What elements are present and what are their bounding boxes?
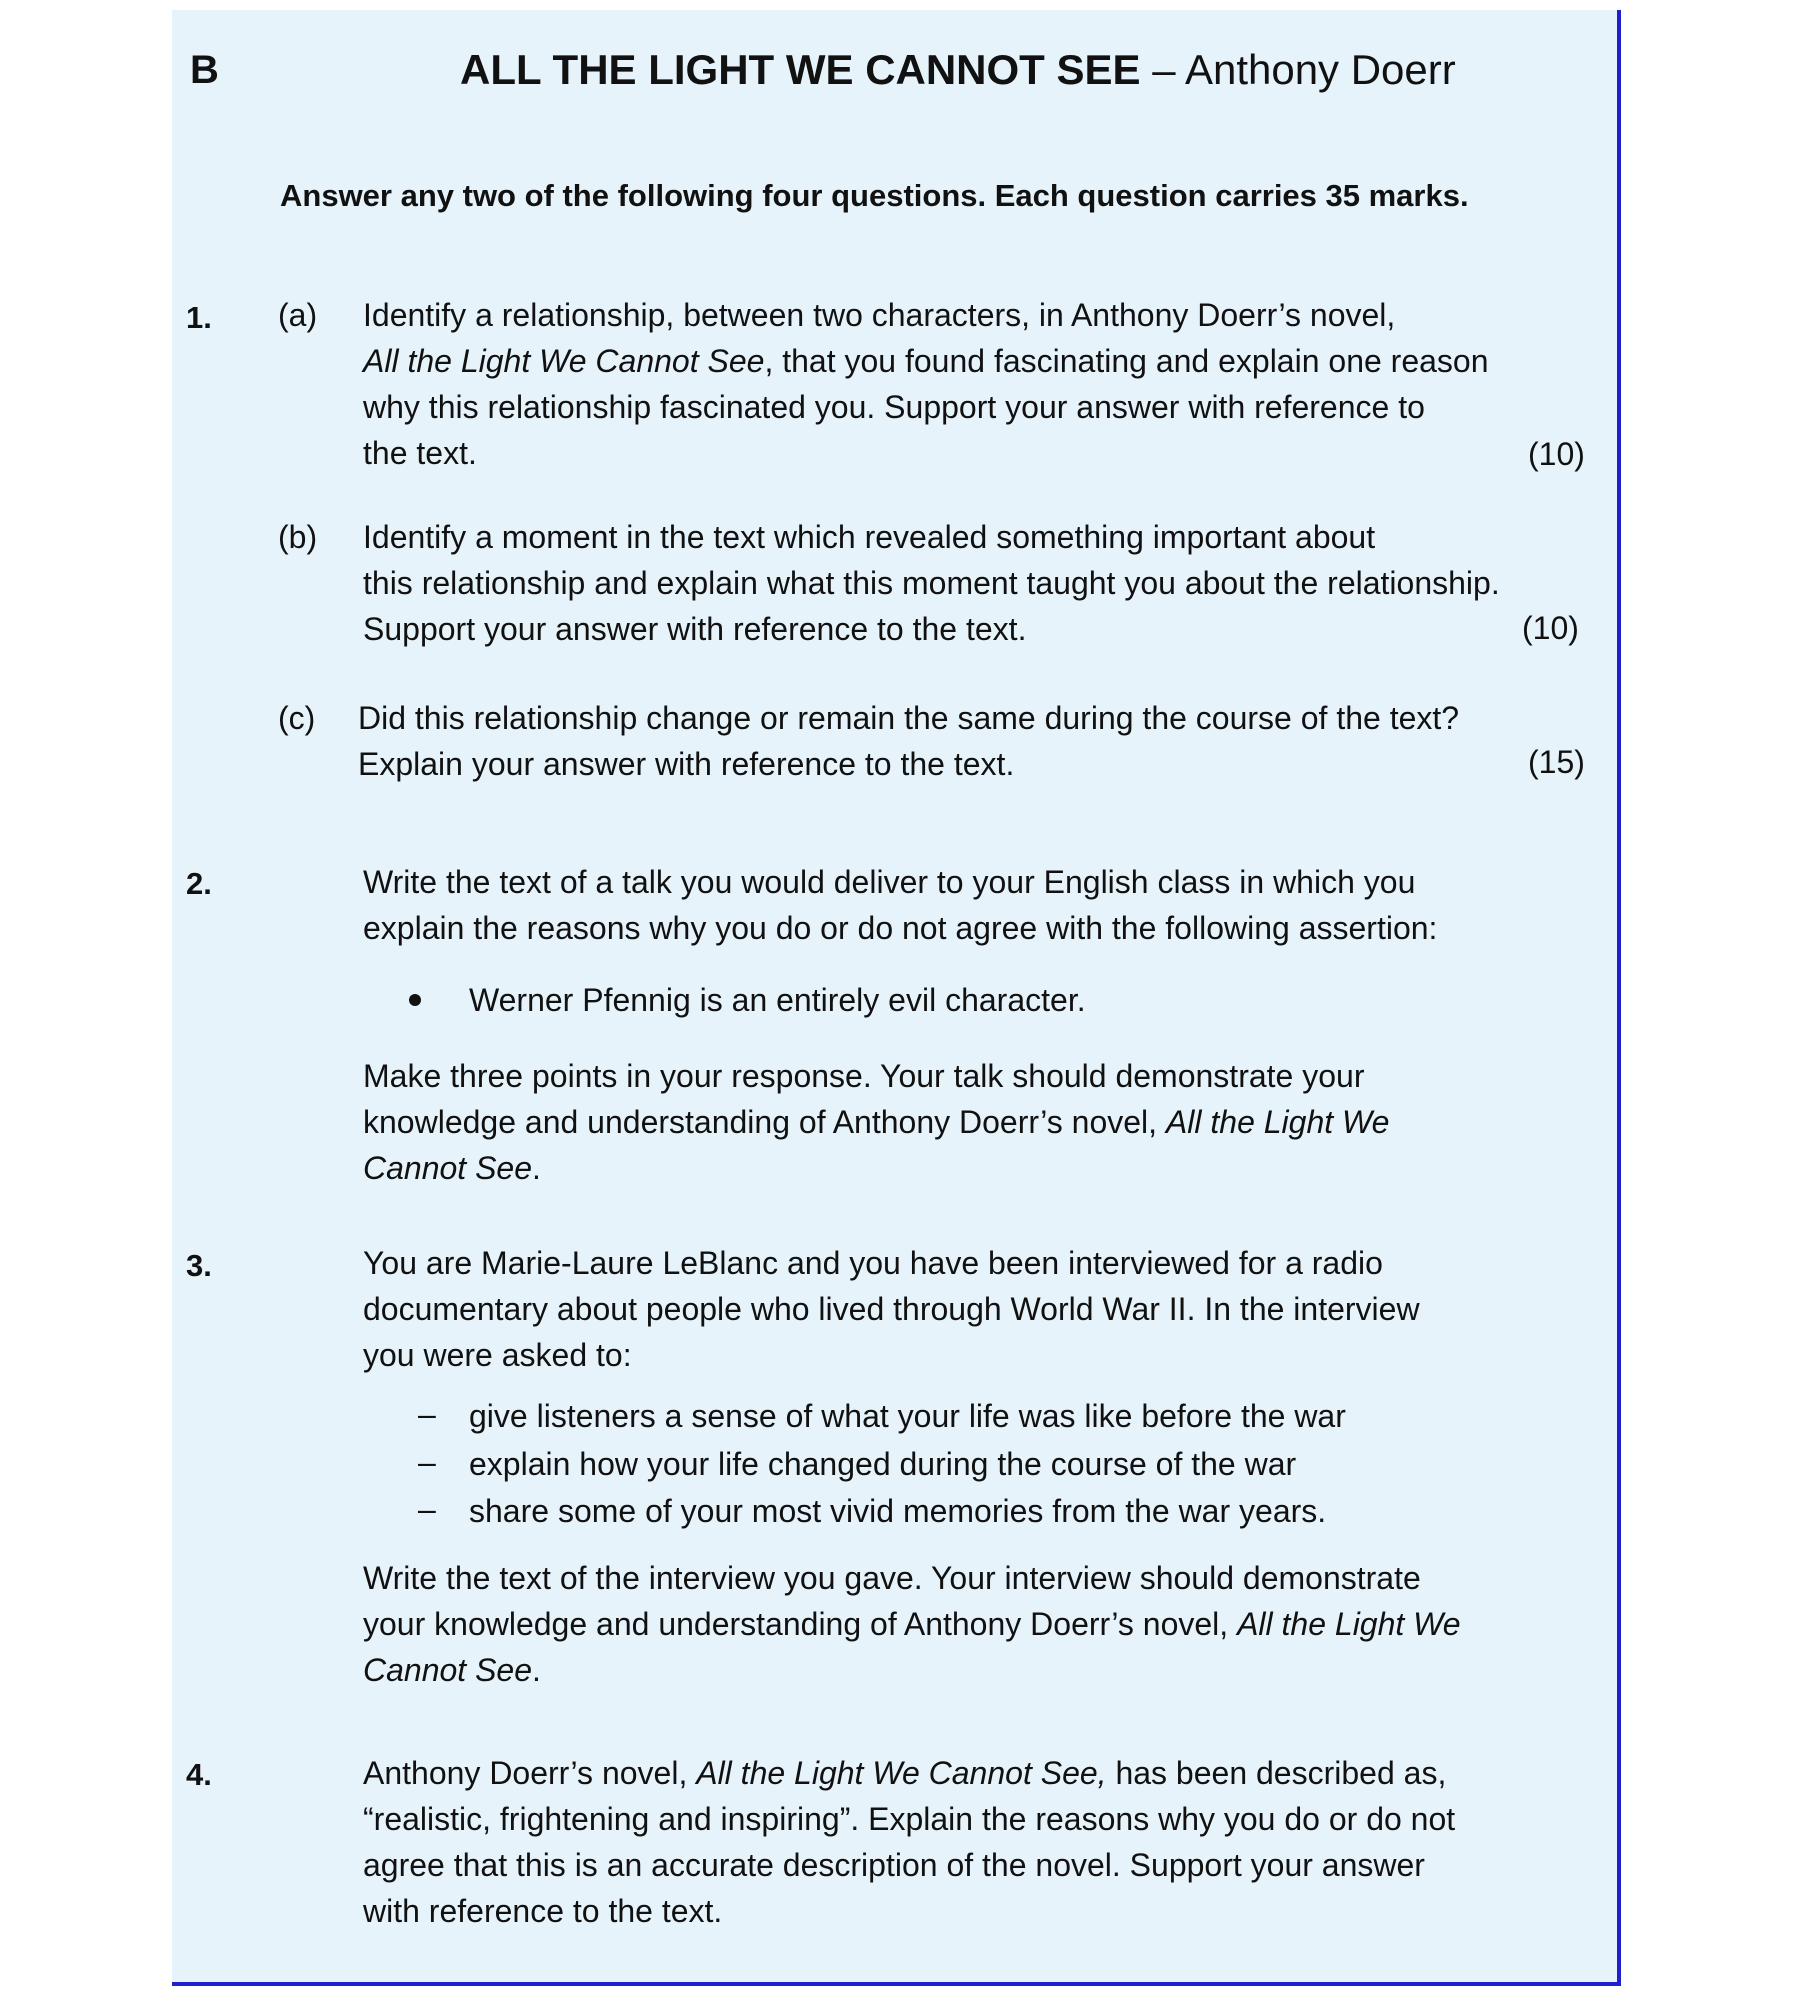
question-2-line: Cannot See. bbox=[363, 1150, 541, 1186]
question-1a-line: the text. bbox=[363, 435, 477, 471]
question-3-line: Cannot See. bbox=[363, 1652, 541, 1688]
question-2-bullet-text: Werner Pfennig is an entirely evil character. bbox=[469, 982, 1086, 1018]
question-2-line: Make three points in your response. Your talk should demonstrate your bbox=[363, 1058, 1365, 1094]
question-1b-line: Identify a moment in the text which revealed something important about bbox=[363, 519, 1376, 555]
question-3-line: You are Marie-Laure LeBlanc and you have been interviewed for a radio bbox=[363, 1245, 1383, 1281]
question-1a-line: All the Light We Cannot See, that you found fascinating and explain one reason bbox=[363, 343, 1489, 379]
question-3-line: you were asked to: bbox=[363, 1337, 632, 1373]
bullet-icon bbox=[409, 994, 421, 1006]
question-3-list-item: explain how your life changed during the course of the war bbox=[469, 1446, 1297, 1482]
question-1a-marks: (10) bbox=[1528, 436, 1585, 472]
question-1b-marks: (10) bbox=[1522, 610, 1579, 646]
question-2-line: Write the text of a talk you would deliver to your English class in which you bbox=[363, 864, 1416, 900]
question-1c-line: Did this relationship change or remain the same during the course of the text? bbox=[358, 700, 1460, 736]
question-3-list-item: give listeners a sense of what your life was like before the war bbox=[469, 1398, 1346, 1434]
question-4-line: agree that this is an accurate description of the novel. Support your answer bbox=[363, 1847, 1425, 1883]
question-3-list-item: share some of your most vivid memories from the war years. bbox=[469, 1493, 1327, 1529]
question-1c-label: (c) bbox=[278, 700, 316, 736]
novel-title: All the Light We bbox=[1165, 1104, 1390, 1140]
novel-title: Cannot See bbox=[363, 1150, 533, 1186]
title-bold: ALL THE LIGHT WE CANNOT SEE bbox=[460, 46, 1141, 93]
novel-title: All the Light We Cannot See bbox=[363, 343, 765, 379]
question-1b-line: this relationship and explain what this moment taught you about the relationship. bbox=[363, 565, 1500, 601]
question-4-line: with reference to the text. bbox=[363, 1893, 723, 1929]
question-4-line: Anthony Doerr’s novel, All the Light We Cannot See, has been described as, bbox=[363, 1755, 1447, 1791]
novel-title: All the Light We Cannot See, bbox=[696, 1755, 1107, 1791]
question-2-line: explain the reasons why you do or do not agree with the following assertion: bbox=[363, 910, 1438, 946]
question-4-number: 4. bbox=[186, 1757, 212, 1792]
instructions: Answer any two of the following four questions. Each question carries 35 marks. bbox=[280, 178, 1469, 213]
novel-title: All the Light We bbox=[1237, 1606, 1461, 1642]
question-1a-line: Identify a relationship, between two characters, in Anthony Doerr’s novel, bbox=[363, 297, 1396, 333]
question-2-number: 2. bbox=[186, 866, 212, 901]
question-4-line: “realistic, frightening and inspiring”. Explain the reasons why you do or do not bbox=[363, 1801, 1456, 1837]
question-1a-label: (a) bbox=[278, 297, 318, 333]
question-3-line: your knowledge and understanding of Anthony Doerr’s novel, All the Light We bbox=[363, 1606, 1461, 1642]
question-1b-label: (b) bbox=[278, 519, 318, 555]
question-3-number: 3. bbox=[186, 1248, 212, 1283]
section-letter: B bbox=[190, 48, 219, 92]
question-3-line: documentary about people who lived through World War II. In the interview bbox=[363, 1291, 1420, 1327]
dash-icon: – bbox=[418, 1396, 436, 1432]
dash-icon: – bbox=[418, 1491, 436, 1527]
question-1b-line: Support your answer with reference to the text. bbox=[363, 611, 1027, 647]
dash-icon: – bbox=[418, 1444, 436, 1480]
question-2-line: knowledge and understanding of Anthony Doerr’s novel, All the Light We bbox=[363, 1104, 1390, 1140]
page-title bbox=[460, 46, 1456, 94]
question-1c-marks: (15) bbox=[1528, 744, 1585, 780]
title-author: – Anthony Doerr bbox=[1140, 46, 1456, 93]
question-3-line: Write the text of the interview you gave. Your interview should demonstrate bbox=[363, 1560, 1421, 1596]
question-1a-line: why this relationship fascinated you. Support your answer with reference to bbox=[363, 389, 1425, 425]
question-1-number: 1. bbox=[186, 300, 212, 335]
question-1c-line: Explain your answer with reference to the text. bbox=[358, 746, 1015, 782]
novel-title: Cannot See bbox=[363, 1652, 533, 1688]
